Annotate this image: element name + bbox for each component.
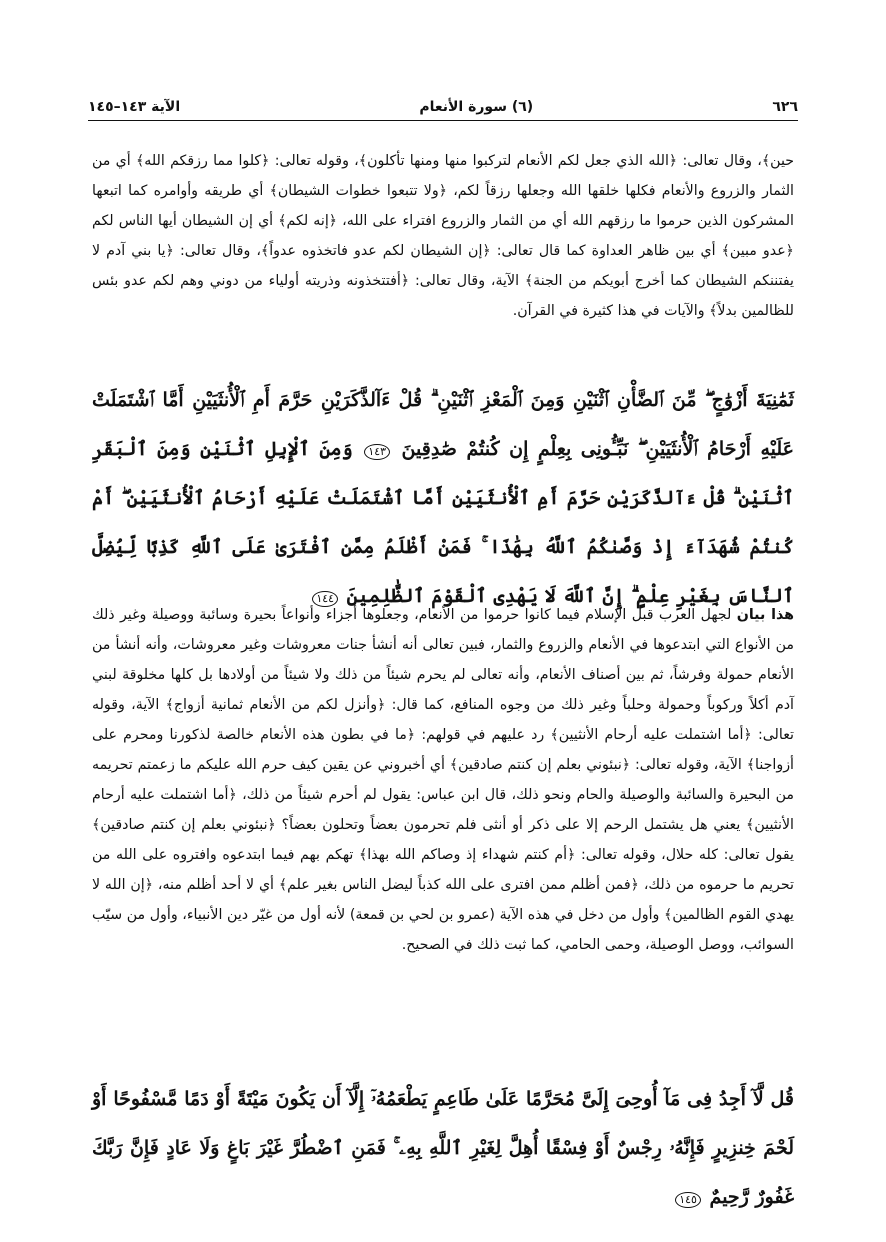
verse-text	[92, 1075, 794, 1222]
commentary-text	[92, 600, 794, 960]
page-number: ٦٢٦	[772, 99, 798, 115]
commentary-paragraph-2	[92, 600, 794, 960]
verse-145-text: قُل لَّآ أَجِدُ فِى مَآ أُوحِىَ إِلَىَّ مُحَرَّمًا عَلَىٰ طَاعِمٍ يَطْعَمُهُۥٓ إِلَّآ أَن يَكُونَ مَيْتَةً أَوْ دَمًا مَّسْفُوحًا أَوْ لَحْمَ خِنزِيرٍ فَإِنَّهُۥ رِجْسٌ أَوْ فِسْقًا أُهِلَّ لِغَيْرِ ٱللَّهِ بِهِۦ ۚ فَمَنِ ٱضْطُرَّ غَيْرَ بَاغٍ وَلَا عَادٍ فَإِنَّ رَبَّكَ غَفُورٌ رَّحِيمٌ	[92, 1088, 794, 1208]
verse-text	[92, 376, 794, 621]
commentary-text: حين﴾، وقال تعالى: ﴿الله الذي جعل لكم الأنعام لتركبوا منها ومنها تأكلون﴾، وقوله تعالى: ﴿كلوا مما رزقكم الله﴾ أي من الثمار والزروع والأنعام فكلها خلقها الله وجعلها رزقاً لكم، ﴿ولا تتبعوا خطوات الشيطان﴾ أي طريقه وأوامره كما اتبعها المشركون الذين حرموا ما رزقهم الله أي من الثمار والزروع افتراء على الله، ﴿إنه لكم﴾ أي إن الشيطان أيها الناس لكم ﴿عدو مبين﴾ أي بين ظاهر العداوة كما قال تعالى: ﴿إن الشيطان لكم عدو فاتخذوه عدواً﴾، وقال تعالى: ﴿يا بني آدم لا يفتننكم الشيطان كما أخرج أبويكم من الجنة﴾ الآية، وقال تعالى: ﴿أفتتخذونه وذريته أولياء من دوني وهم لكم عدو بئس للظالمين بدلاً﴾ والآيات في هذا كثيرة في القرآن.	[92, 153, 794, 319]
page-header	[88, 96, 798, 118]
paragraph-lead: هذا بيان	[736, 607, 794, 623]
verse-range: الآية ١٤٣–١٤٥	[88, 99, 181, 115]
quran-verses-143-144	[92, 376, 794, 621]
verse-number-143-marker: ١٤٣	[364, 444, 390, 460]
commentary-paragraph-1	[92, 146, 794, 326]
quran-verse-145	[92, 1075, 794, 1222]
verse-number-144-marker: ١٤٤	[312, 591, 338, 607]
verse-144-text: وَمِنَ ٱلْإِبِلِ ٱثْنَيْنِ وَمِنَ ٱلْبَقَرِ ٱثْنَيْنِ ۗ قُلْ ءَآلذَّكَرَيْنِ حَرَّمَ أَمِ ٱلْأُنثَيَيْنِ أَمَّا ٱشْتَمَلَتْ عَلَيْهِ أَرْحَامُ ٱلْأُنثَيَيْنِ ۖ أَمْ كُنتُمْ شُهَدَآءَ إِذْ وَصَّىٰكُمُ ٱللَّهُ بِهَٰذَا ۚ فَمَنْ أَظْلَمُ مِمَّنِ ٱفْتَرَىٰ عَلَى ٱللَّهِ كَذِبًا لِّيُضِلَّ ٱلنَّاسَ بِغَيْرِ عِلْمٍ ۗ إِنَّ ٱللَّهَ لَا يَهْدِى ٱلْقَوْمَ ٱلظَّٰلِمِينَ	[92, 438, 794, 607]
verse-number-145-marker: ١٤٥	[675, 1192, 701, 1208]
header-rule	[88, 120, 798, 121]
verse-143-text: ثَمَٰنِيَةَ أَزْوَٰجٍ ۖ مِّنَ ٱلضَّأْنِ ٱثْنَيْنِ وَمِنَ ٱلْمَعْزِ ٱثْنَيْنِ ۗ قُلْ ءَآلذَّكَرَيْنِ حَرَّمَ أَمِ ٱلْأُنثَيَيْنِ أَمَّا ٱشْتَمَلَتْ عَلَيْهِ أَرْحَامُ ٱلْأُنثَيَيْنِ ۖ نَبِّـُٔونِى بِعِلْمٍ إِن كُنتُمْ صَٰدِقِينَ	[92, 389, 794, 460]
surah-title: (٦) سورة الأنعام	[419, 99, 534, 115]
paragraph-body: لجهل العرب قبل الإسلام فيما كانوا حرموا من الأنعام، وجعلوها أجزاء وأنواعاً بحيرة وسائبة ووصيلة وغير ذلك من الأنواع التي ابتدعوها في الأنعام والزروع والثمار، فبين تعالى أنه أنشأ جنات معروشات وغير معروشات، وأنه أنشأ من الأنعام حمولة وفرشاً، ثم بين أصناف الأنعام، وأنه تعالى لم يحرم شيئاً من ذلك ولا شيئاً من أولادها بل كلها مخلوقة لبني آدم أكلاً وركوباً وحمولة وحلباً وغير ذلك من وجوه المنافع، كما قال: ﴿وأنزل لكم من الأنعام ثمانية أزواج﴾ الآية، وقوله تعالى: ﴿أما اشتملت عليه أرحام الأنثيين﴾ رد عليهم في قولهم: ﴿ما في بطون هذه الأنعام خالصة لذكورنا ومحرم على أزواجنا﴾ الآية، وقوله تعالى: ﴿نبئوني بعلم إن كنتم صادقين﴾ أي أخبروني عن يقين كيف حرم الله عليكم ما زعمتم تحريمه من البحيرة والسائبة والوصيلة والحام ونحو ذلك، قال ابن عباس: يقول لم أحرم شيئاً من ذلك، ﴿أما اشتملت عليه أرحام الأنثيين﴾ يعني هل يشتمل الرحم إلا على ذكر أو أنثى فلم تحرمون بعضاً وتحلون بعضاً؟ ﴿نبئوني بعلم إن كنتم صادقين﴾ يقول تعالى: كله حلال، وقوله تعالى: ﴿أم كنتم شهداء إذ وصاكم الله بهذا﴾ تهكم بهم فيما ابتدعوه وافتروه على الله من تحريم ما حرموه من ذلك، ﴿فمن أظلم ممن افترى على الله كذباً ليضل الناس بغير علم﴾ أي لا أحد أظلم منه، ﴿إن الله لا يهدي القوم الظالمين﴾ وأول من دخل في هذه الآية (عمرو بن لحي بن قمعة) لأنه أول من غيّر دين الأنبياء، وأول من سيّب السوائب، ووصل الوصيلة، وحمى الحامي، كما ثبت ذلك في الصحيح.	[92, 607, 794, 953]
